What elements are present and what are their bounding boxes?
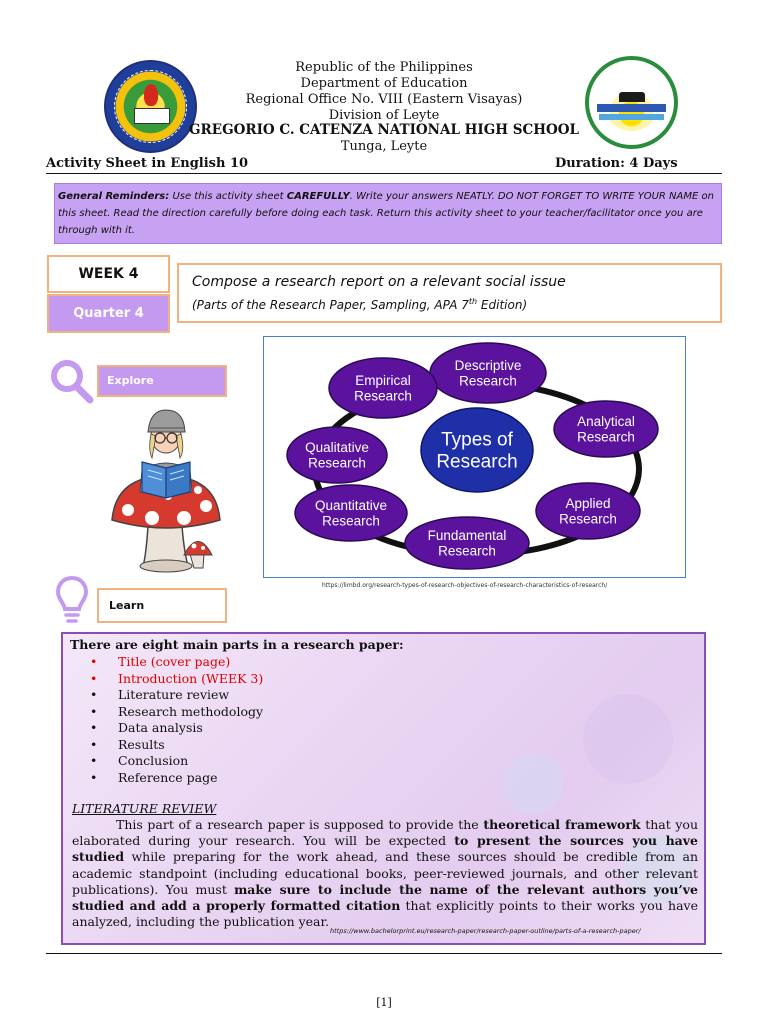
research-type-label: Qualitative Research — [305, 439, 369, 471]
activity-sheet-title: Activity Sheet in English 10 — [46, 156, 249, 171]
research-part-item: • Literature review — [90, 687, 263, 704]
reading-girl-on-mushroom-illustration — [108, 406, 226, 574]
header-school-name: GREGORIO C. CATENZA NATIONAL HIGH SCHOOL — [189, 122, 579, 138]
explore-label: Explore — [97, 365, 227, 397]
learn-label: Learn — [97, 588, 227, 623]
research-parts-list — [90, 654, 263, 786]
topic-subtitle: (Parts of the Research Paper, Sampling, APA 7th Edition) — [192, 297, 528, 312]
topic-title: Compose a research report on a relevant social issue — [192, 274, 566, 290]
types-of-research-svg — [264, 337, 684, 576]
research-type-node — [554, 401, 658, 457]
footer-divider — [46, 953, 722, 954]
duration-label: Duration: 4 Days — [555, 156, 678, 171]
literature-review-title: LITERATURE REVIEW — [72, 801, 217, 816]
header-department: Department of Education — [300, 76, 468, 91]
quarter-badge: Quarter 4 — [47, 294, 170, 333]
research-part-item: • Title (cover page) — [90, 654, 263, 671]
header-division: Division of Leyte — [328, 108, 440, 123]
research-type-node — [295, 485, 407, 541]
page-number: [1] — [376, 996, 392, 1009]
lightbulb-icon — [56, 574, 88, 624]
reminders-emphasis: CAREFULLY — [286, 191, 350, 202]
research-type-node — [329, 358, 437, 418]
week-badge: WEEK 4 — [47, 255, 170, 293]
research-type-node — [287, 427, 387, 483]
learn-heading: There are eight main parts in a research paper: — [70, 637, 404, 652]
header-divider — [46, 173, 722, 174]
research-part-item: • Results — [90, 737, 263, 754]
research-type-label: Quantitative Research — [314, 497, 388, 529]
header-location: Tunga, Leyte — [340, 139, 428, 154]
research-part-item: • Reference page — [90, 770, 263, 787]
research-part-item: • Introduction (WEEK 3) — [90, 671, 263, 688]
literature-review-paragraph: This part of a research paper is supposed to provide the theoretical framework that you elaborated during your research. You will be expected to present the sources you have studied while preparing for the work ahead, and these sources should be credible from an academic standpoint (including educational books, peer-reviewed journals, and other relevant publications). You must make sure to include the name of the relevant authors you’ve studied and add a properly formatted citation that explicitly points to their works you have analyzed, including the publication year. — [72, 817, 698, 930]
research-type-label: Empirical Research — [354, 372, 412, 404]
literature-source-url: https://www.bachelorprint.eu/research-paper/research-paper-outline/parts-of-a-research-paper/ — [330, 927, 641, 935]
reminders-text: Use this activity sheet — [169, 191, 287, 202]
research-type-node — [405, 517, 529, 569]
diagram-source-url: https://limbd.org/research-types-of-research-objectives-of-research-characteristics-of-research/ — [322, 582, 608, 589]
header-region: Regional Office No. VIII (Eastern Visayas) — [245, 92, 523, 107]
topic-box — [177, 263, 722, 323]
header-republic: Republic of the Philippines — [295, 60, 473, 75]
types-of-research-diagram — [263, 336, 686, 578]
research-part-item: • Research methodology — [90, 704, 263, 721]
research-part-item: • Data analysis — [90, 720, 263, 737]
general-reminders — [54, 183, 722, 244]
research-type-label: Applied Research — [559, 495, 617, 527]
research-type-label: Descriptive Research — [454, 357, 522, 389]
research-type-label: Fundamental Research — [427, 527, 507, 559]
research-type-node — [536, 483, 640, 539]
research-type-label: Analytical Research — [577, 413, 635, 445]
reminders-text-rest: . Write your answers NEATLY. DO NOT FORGET TO WRITE YOUR NAME on this sheet. Read the direction carefully before doing each task. Return this activity sheet to your teacher/facilitator once you are through with it. — [58, 191, 714, 236]
research-part-item: • Conclusion — [90, 753, 263, 770]
research-type-node — [430, 343, 546, 403]
center-node — [421, 408, 533, 492]
magnifier-icon — [48, 358, 94, 404]
center-label: Types of Research — [436, 429, 518, 473]
reminders-label: General Reminders: — [58, 191, 170, 202]
